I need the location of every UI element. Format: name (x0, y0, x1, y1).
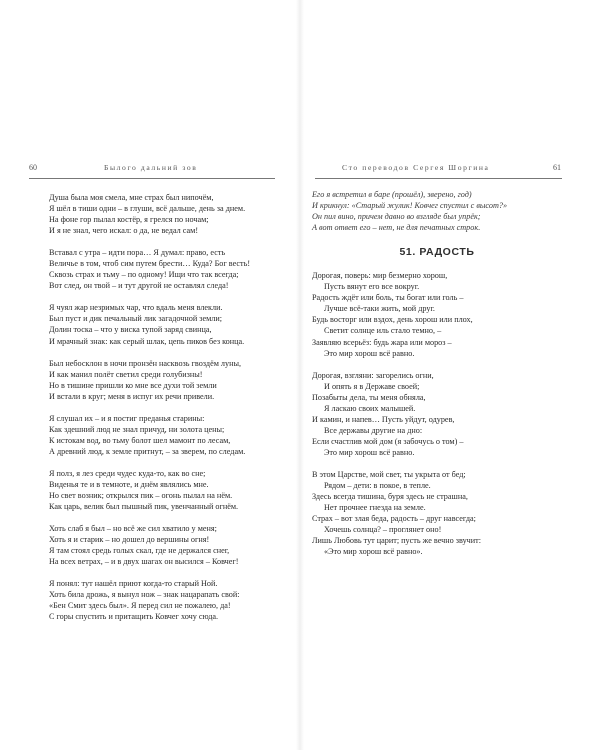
verse-line: Позабыты дела, ты меня обняла, (312, 392, 426, 402)
verse-line: Страх – вот злая беда, радость – друг навсегда; (312, 514, 476, 524)
right-poem-text (312, 189, 562, 557)
epigraph (312, 189, 562, 233)
verse-line: Хоть била дрожь, я вынул нож – знак нацарапать свой: (49, 590, 240, 600)
verse-line: А древний люд, к земле притнут, – за зверем, по следам. (49, 446, 246, 456)
poem-body (312, 270, 562, 557)
poem-title: 51. РАДОСТЬ (399, 246, 475, 259)
verse-line: И я не знал, чего искал: о да, не ведал сам! (49, 226, 199, 236)
verse-line: Как царь, велик был пышный пик, увенчанный огнём. (49, 502, 239, 512)
verse-line: Дорогая, поверь: мир безмерно хорош, (312, 271, 448, 281)
verse-line: Я полз, я лез среди чудес куда-то, как во сне; (49, 468, 206, 478)
verse-line: И как манил полёт светил среди голубизны! (49, 369, 203, 379)
verse-line: Виденья те и в темноте, и днём являлись мне. (49, 479, 209, 489)
verse-line: И крикнул: «Старый жулик! Ковчег спустил с высот?» (312, 201, 508, 211)
left-header-rule (29, 178, 275, 179)
verse-line: Хоть слаб я был – но всё же сил хватило у меня; (49, 524, 217, 534)
stanza (49, 302, 250, 346)
verse-line: Вставал с утра – идти пора… Я думал: право, есть (49, 248, 226, 258)
verse-line: «Бен Смит здесь был». Я перед сил не пожалею, да! (49, 601, 231, 611)
verse-line: Я понял: тут нашёл приют когда-то старый Ной. (49, 579, 218, 589)
stanza (49, 413, 250, 457)
verse-line: И опять я в Державе своей; (324, 381, 420, 391)
verse-line: Я слушал их – и я постиг преданья старины: (49, 413, 205, 423)
stanza (49, 192, 250, 236)
verse-line: К истокам вод, во тьму болот шел мамонт по лесам, (49, 435, 231, 445)
verse-line: С горы спустить и притащить Ковчег хочу сюда. (49, 612, 219, 622)
verse-line: Дорогая, взгляни: загорелись огни, (312, 370, 434, 380)
verse-line: Пусть вянут его все вокруг. (324, 282, 420, 292)
verse-line: Я шёл в тиши одни – в глуши, всё дальше, день за днем. (49, 204, 246, 214)
verse-line: Хоть я и старик – но дошел до вершины огня! (49, 535, 210, 545)
verse-line: Радость ждёт или боль, ты богат или голь – (312, 293, 464, 303)
right-header-rule (315, 178, 562, 179)
verse-line: Будь восторг или вздох, день хорош или плох, (312, 315, 473, 325)
verse-line: Рядом – дети: в покое, в тепле. (324, 481, 431, 491)
verse-line: И мрачный знак: как серый шлак, цепь пиков без конца. (49, 336, 245, 346)
verse-line: Лучше всё-таки жить, мой друг. (324, 304, 435, 314)
verse-line: Я чуял жар незримых чар, что вдаль меня влекли. (49, 303, 223, 313)
verse-line: Вот след, он твой – и тут другой не оставлял следа! (49, 281, 229, 291)
verse-line: Душа была моя смела, мне страх был нипочём, (49, 193, 214, 202)
verse-line: Как здешний люд не знал причуд, ни золота цены; (49, 424, 225, 434)
stanza (49, 578, 250, 622)
verse-line: Светит солнце иль стало темно, – (324, 326, 442, 336)
stanza (49, 247, 250, 291)
verse-line: Здесь всегда тишина, буря здесь не страшна, (312, 492, 468, 502)
right-running-title: Сто переводов Сергея Шоргина (342, 163, 490, 172)
right-page (300, 0, 600, 750)
verse-line: А вот ответ его – нет, не для печатных строк. (312, 223, 481, 233)
left-running-title: Былого дальний зов (104, 163, 198, 172)
left-page-number: 60 (29, 163, 37, 172)
verse-line: Хочешь солнца? – проглянет оно! (324, 525, 442, 535)
verse-line: Сквозь страх и тьму – по одному! Ищи что так всегда; (49, 270, 239, 280)
stanza (49, 523, 250, 567)
verse-line: Но в тишине пришли ко мне все духи той земли (49, 380, 217, 390)
verse-line: Если счастлив мой дом (я забочусь о том) – (312, 436, 464, 446)
stanza (312, 270, 562, 358)
verse-line: Но свет возник; открылся пик – огонь пылал на нём. (49, 491, 233, 501)
verse-line: Долин тоска – что у виска тупой заряд свинца, (49, 325, 212, 335)
verse-line: Нет прочнее гнезда на земле. (324, 503, 426, 513)
verse-line: В этом Царстве, мой свет, ты укрыта от бед; (312, 469, 466, 479)
stanza (49, 358, 250, 402)
verse-line: Лишь Любовь тут царит; пусть же вечно звучит: (312, 536, 482, 546)
verse-line: Я ласкаю своих малышей. (324, 403, 416, 413)
verse-line: Все державы другие на дно: (324, 425, 423, 435)
verse-line: И встали в круг; меня в испуг их речи привели. (49, 391, 215, 401)
verse-line: Величье в том, чтоб сим путем брести… Куда? Бог весть! (49, 259, 251, 269)
stanza (312, 370, 562, 458)
verse-line: «Это мир хорош всё равно». (324, 547, 423, 557)
verse-line: Он пил вино, причем давно во взгляде был упрёк; (312, 212, 481, 222)
stanza (312, 469, 562, 557)
verse-line: Его я встретил в баре (прошёл), зверено, год) (312, 190, 472, 199)
verse-line: Был пуст и дик печальный лик загадочной земли; (49, 314, 223, 324)
verse-line: Заявляю всерьёз: будь жара или мороз – (312, 337, 452, 347)
verse-line: Это мир хорош всё равно. (324, 348, 415, 358)
verse-line: На фоне гор пылал костёр, я грелся по ночам; (49, 215, 209, 225)
verse-line: На всех ветрах, – и в двух шагах он высился – Ковчег! (49, 557, 239, 567)
stanza (49, 468, 250, 512)
left-poem-text (49, 192, 250, 623)
right-page-number: 61 (553, 163, 561, 172)
verse-line: Был небосклон в ночи пронзён насквозь гвоздём луны, (49, 358, 242, 368)
verse-line: Я там стоял средь голых скал, где не держался снег, (49, 546, 230, 556)
verse-line: Это мир хорош всё равно. (324, 447, 415, 457)
verse-line: И камин, и напев… Пусть уйдут, одурев, (312, 414, 455, 424)
